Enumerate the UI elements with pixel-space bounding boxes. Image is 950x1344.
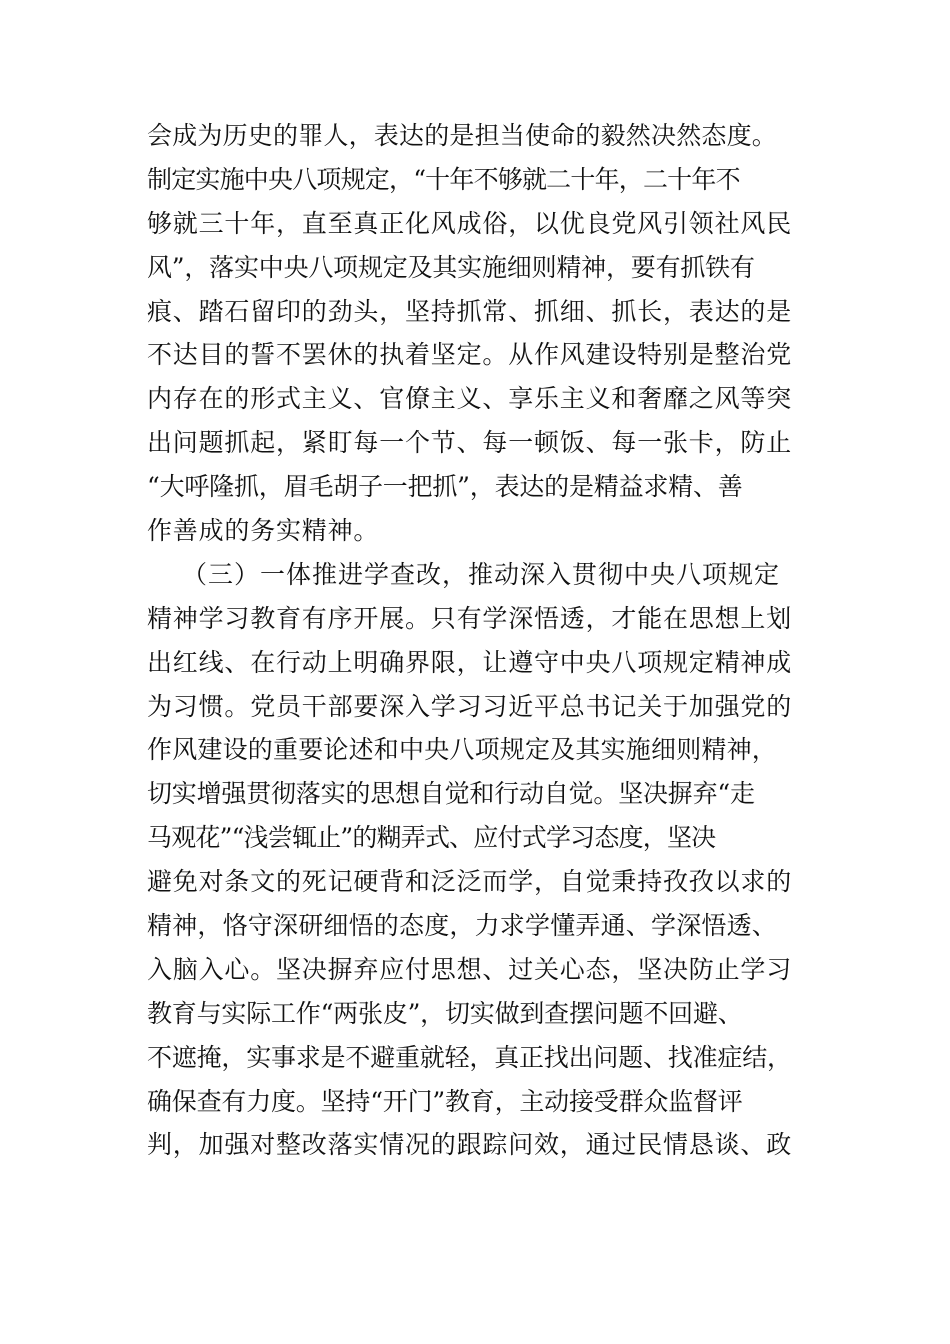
text-line: 制定实施中央八项规定，“十年不够就二十年，二十年不 xyxy=(147,164,740,194)
text-line: 避免对条文的死记硬背和泛泛而学，自觉秉持孜孜以求的 xyxy=(147,867,793,897)
text-line: 精神，恪守深研细悟的态度，力求学懂弄通、学深悟透、 xyxy=(147,911,778,941)
text-line: 精神学习教育有序开展。只有学深悟透，才能在思想上划 xyxy=(147,603,793,633)
text-line: 出红线、在行动上明确界限，让遵守中央八项规定精神成 xyxy=(147,647,793,677)
text-line: 痕、踏石留印的劲头，坚持抓常、抓细、抓长，表达的是 xyxy=(147,296,793,326)
text-line: 入脑入心。坚决摒弃应付思想、过关心态，坚决防止学习 xyxy=(147,954,793,984)
text-line: 判，加强对整改落实情况的跟踪问效，通过民情恳谈、政 xyxy=(147,1130,793,1160)
text-line: 作善成的务实精神。 xyxy=(147,516,380,546)
text-line: 不达目的誓不罢休的执着坚定。从作风建设特别是整治党 xyxy=(147,340,793,370)
text-line: 内存在的形式主义、官僚主义、享乐主义和奢靡之风等突 xyxy=(147,384,793,414)
text-line: 教育与实际工作“两张皮”，切实做到查摆问题不回避、 xyxy=(147,998,743,1028)
text-line: 出问题抓起，紧盯每一个节、每一顿饭、每一张卡，防止 xyxy=(147,428,793,458)
text-line: 马观花”“浅尝辄止”的糊弄式、应付式学习态度，坚决 xyxy=(147,823,716,853)
text-line: 切实增强贯彻落实的思想自觉和行动自觉。坚决摒弃“走 xyxy=(147,779,755,809)
text-line: 够就三十年，直至真正化风成俗，以优良党风引领社风民 xyxy=(147,208,793,238)
text-line: 风”，落实中央八项规定及其实施细则精神，要有抓铁有 xyxy=(147,252,755,282)
body-text xyxy=(147,114,807,1167)
text-line: 不遮掩，实事求是不避重就轻，真正找出问题、找准症结， xyxy=(147,1042,792,1072)
text-line: 会成为历史的罪人，表达的是担当使命的毅然决然态度。 xyxy=(147,121,778,150)
text-line: 作风建设的重要论述和中央八项规定及其实施细则精神， xyxy=(147,735,778,765)
text-line: “大呼隆抓，眉毛胡子一把抓”，表达的是精益求精、善 xyxy=(147,472,743,502)
section-heading-line: （三）一体推进学查改，推动深入贯彻中央八项规定 xyxy=(182,559,781,589)
text-line: 确保查有力度。坚持“开门”教育，主动接受群众监督评 xyxy=(147,1086,743,1116)
text-line: 为习惯。党员干部要深入学习习近平总书记关于加强党的 xyxy=(147,691,793,721)
